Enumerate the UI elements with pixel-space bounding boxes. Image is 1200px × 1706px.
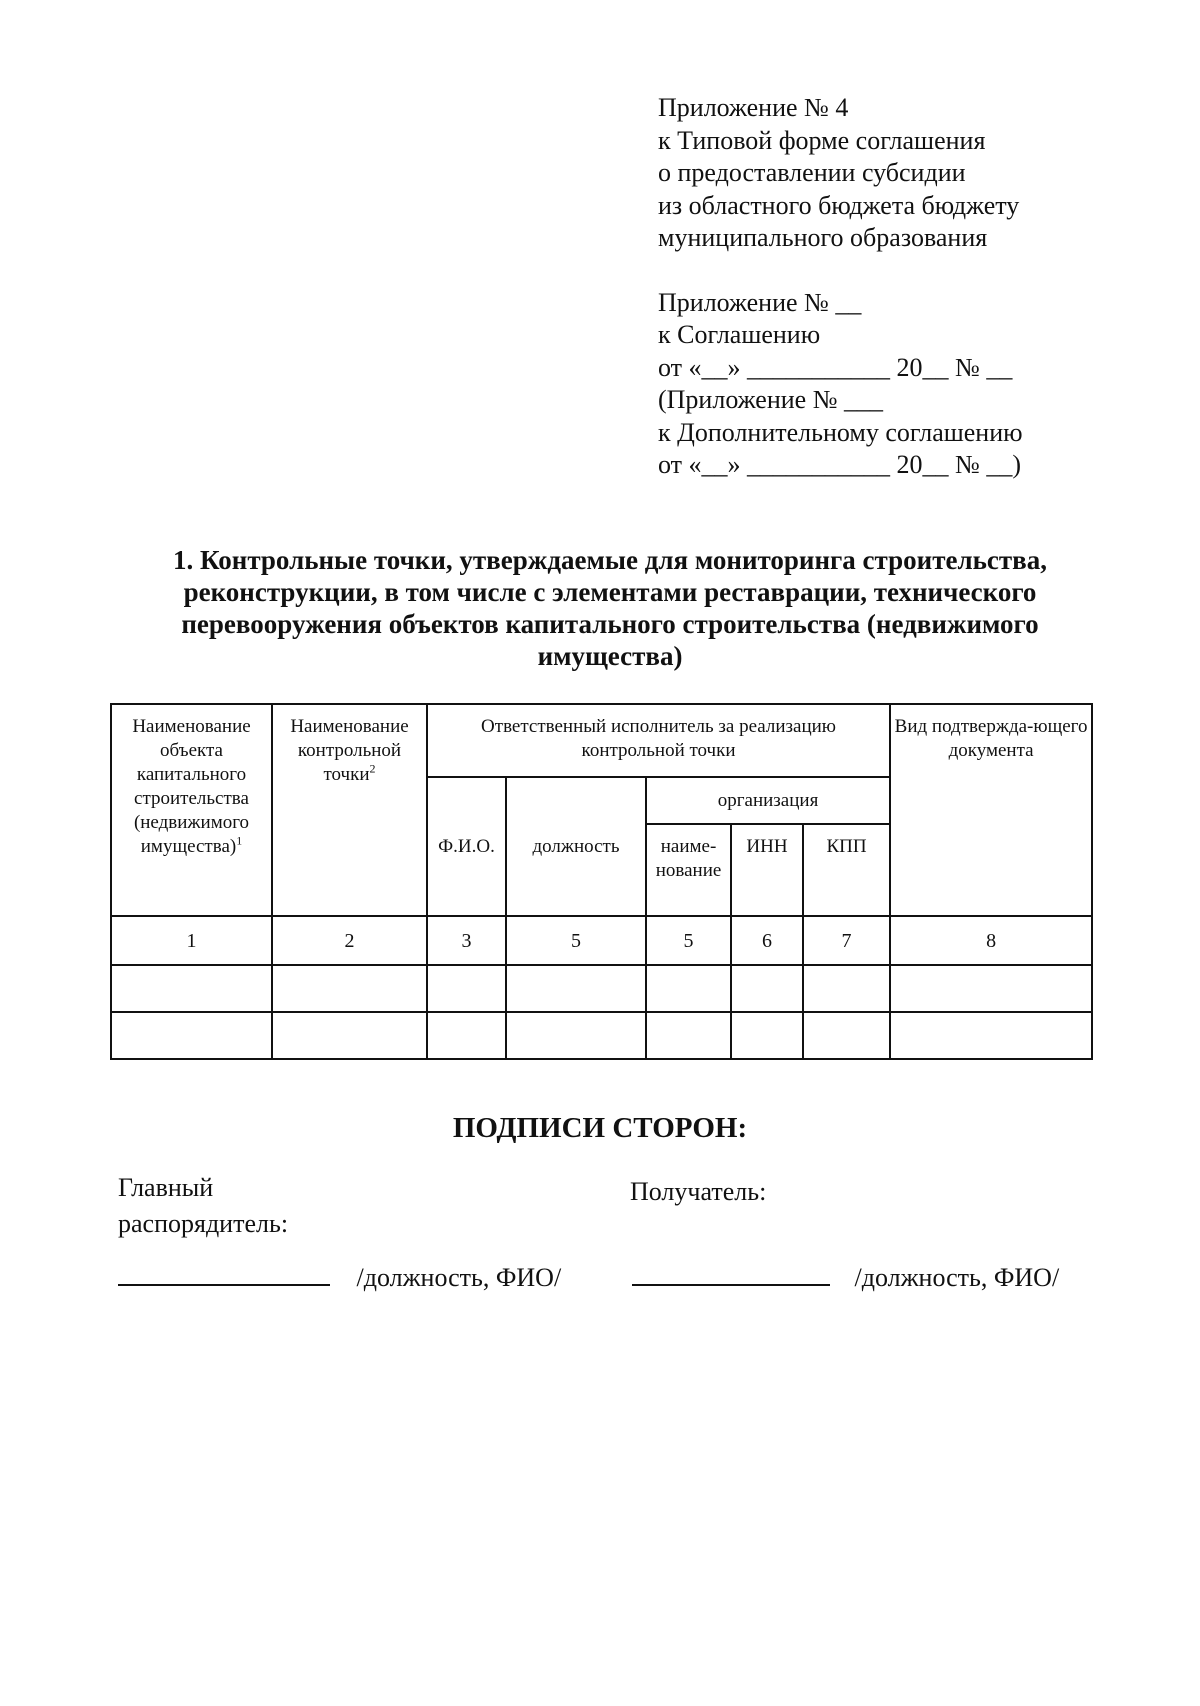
header-line-5: муниципального образования (658, 223, 988, 252)
col-number: 8 (890, 916, 1092, 965)
left-signature-caption: /должность, ФИО/ (356, 1263, 562, 1292)
col-number: 5 (646, 916, 731, 965)
agreement-line-6: от «__» ___________ 20__ № __) (658, 450, 1021, 479)
col-number: 1 (111, 916, 272, 965)
col-number: 5 (506, 916, 646, 965)
agreement-line-5: к Дополнительному соглашению (658, 417, 1023, 447)
right-party-label: Получатель: (630, 1177, 767, 1206)
empty-cell (111, 1012, 272, 1059)
empty-cell (890, 965, 1092, 1012)
left-party-label: Главный распорядитель: (118, 1173, 289, 1238)
empty-cell (427, 965, 506, 1012)
col-number: 3 (427, 916, 506, 965)
header-responsible-executor: Ответственный исполнитель за реализацию контрольной точки (427, 704, 890, 777)
empty-cell (111, 965, 272, 1012)
header-document-type: Вид подтвержда-ющего документа (890, 704, 1092, 916)
empty-cell (506, 965, 646, 1012)
header-kpp: КПП (803, 824, 890, 916)
appendix-header (658, 92, 1178, 482)
left-signature-line[interactable] (118, 1260, 330, 1286)
empty-cell (272, 965, 427, 1012)
empty-cell (731, 1012, 803, 1059)
right-signature-line[interactable] (632, 1260, 830, 1286)
title-line-3: перевооружения объектов капитального строительства (недвижимого (181, 609, 1039, 639)
empty-cell (803, 965, 890, 1012)
header-fio: Ф.И.О. (427, 777, 506, 916)
right-signature (632, 1260, 1059, 1293)
header-line-4: из областного бюджета бюджету (658, 190, 1020, 220)
empty-cell (731, 965, 803, 1012)
table-number-row (111, 916, 1092, 965)
section-title (110, 544, 1110, 672)
empty-cell (427, 1012, 506, 1059)
agreement-line-2: к Соглашению (658, 320, 821, 349)
table-row (111, 965, 1092, 1012)
header-organization: организация (646, 777, 890, 824)
header-line-1: Приложение № 4 (658, 93, 849, 122)
empty-cell (890, 1012, 1092, 1059)
agreement-line-4: (Приложение № ___ (658, 385, 884, 414)
header-position: должность (506, 777, 646, 916)
empty-cell (272, 1012, 427, 1059)
title-line-2: реконструкции, в том числе с элементами реставрации, технического (183, 577, 1037, 607)
col-number: 6 (731, 916, 803, 965)
agreement-line-3: от «__» ___________ 20__ № __ (658, 352, 1013, 382)
col-number: 2 (272, 916, 427, 965)
left-signature (118, 1260, 561, 1293)
col-number: 7 (803, 916, 890, 965)
header-line-3: о предоставлении субсидии (658, 158, 966, 187)
header-org-name: наиме-нование (646, 824, 731, 916)
empty-cell (506, 1012, 646, 1059)
title-line-4: имущества) (537, 641, 683, 671)
empty-cell (803, 1012, 890, 1059)
empty-cell (646, 965, 731, 1012)
signatures-title: ПОДПИСИ СТОРОН: (452, 1112, 748, 1144)
header-line-2: к Типовой форме соглашения (658, 125, 986, 155)
header-control-point: Наименование контрольной точки$^2$ (272, 704, 427, 916)
right-signature-caption: /должность, ФИО/ (854, 1263, 1060, 1292)
control-points-table (110, 703, 1093, 1060)
header-inn: ИНН (731, 824, 803, 916)
header-object-name: Наименование объекта капитального строительства (недвижимого имущества)$^1$ (111, 704, 272, 916)
agreement-line-1: Приложение № __ (658, 287, 862, 317)
empty-cell (646, 1012, 731, 1059)
table-row (111, 1012, 1092, 1059)
title-line-1: 1. Контрольные точки, утверждаемые для мониторинга строительства, (173, 545, 1047, 575)
